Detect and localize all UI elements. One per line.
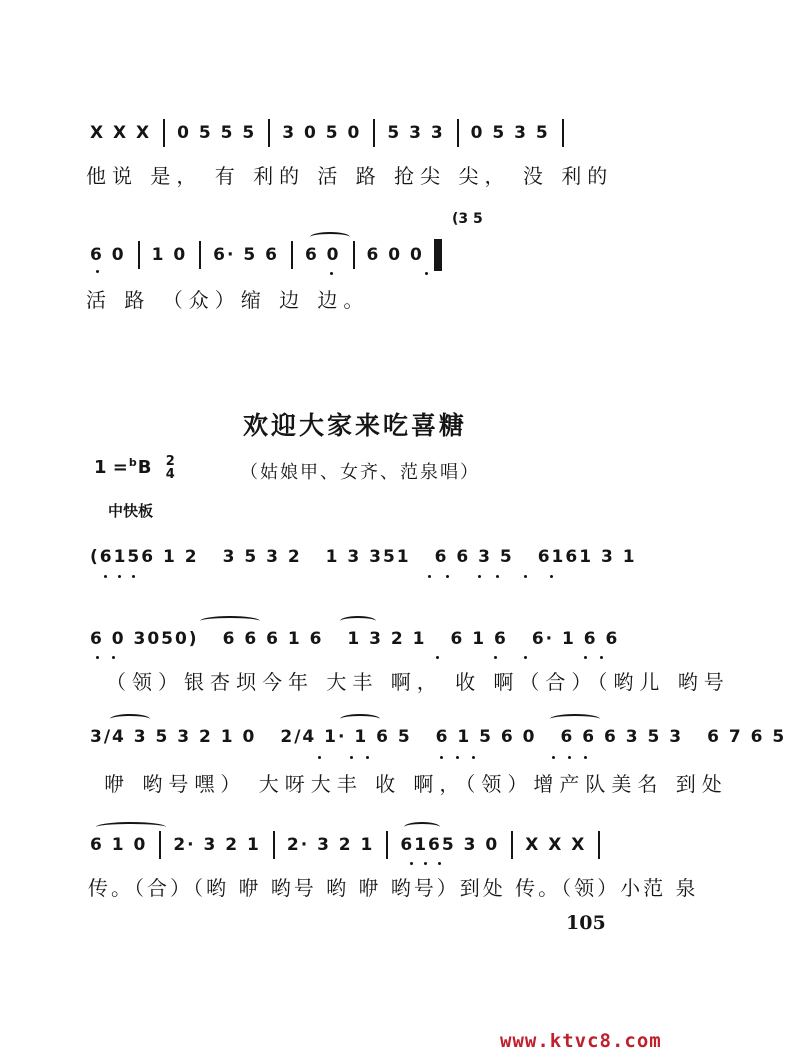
low-octave-dot <box>584 656 587 659</box>
measure: X X X <box>525 835 587 855</box>
staff-line-4 <box>86 830 626 860</box>
measure: 3/4 3 5 3 2 1 0 <box>90 727 257 747</box>
slur <box>200 616 260 626</box>
bar-line <box>457 119 459 147</box>
low-octave-dot <box>366 756 369 759</box>
measure: 6161 3 1 <box>537 547 637 567</box>
low-octave-dot <box>424 862 427 865</box>
notation-line-2 <box>86 240 626 270</box>
measure: 0 5 5 5 <box>177 123 257 143</box>
flat-sign: b <box>128 456 137 469</box>
measure: 2· 3 2 1 <box>286 835 375 855</box>
low-octave-dot <box>132 575 135 578</box>
low-octave-dot <box>318 756 321 759</box>
measure: 6· 5 6 <box>213 245 279 265</box>
time-signature <box>166 455 175 481</box>
low-octave-dot <box>428 575 431 578</box>
low-octave-dot <box>584 756 587 759</box>
measure: X X X <box>90 123 152 143</box>
low-octave-dot <box>600 656 603 659</box>
measure: 6165 3 0 <box>400 835 500 855</box>
bar-line <box>291 241 293 269</box>
staff-line-3 <box>86 722 787 752</box>
measure: 6 1 6 <box>450 629 508 649</box>
bar-line <box>268 119 270 147</box>
bar-line <box>273 831 275 859</box>
slur <box>340 616 376 626</box>
measure: 1 0 <box>151 245 188 265</box>
song-title: 欢迎大家来吃喜糖 <box>242 411 467 440</box>
measure: 3 5 3 2 <box>222 547 302 567</box>
slur <box>550 714 600 724</box>
slur <box>404 822 440 832</box>
key-note: B <box>137 457 152 478</box>
bar-line <box>562 119 564 147</box>
low-octave-dot <box>96 656 99 659</box>
bar-line <box>159 831 161 859</box>
slur <box>110 714 150 724</box>
measure: 6 1 5 6 0 <box>435 727 537 747</box>
low-octave-dot <box>440 756 443 759</box>
measure: 6 0 <box>304 245 341 265</box>
bar-line <box>199 241 201 269</box>
measure: 2· 3 2 1 <box>173 835 261 855</box>
pickup-notes: (3 5 <box>452 211 483 227</box>
low-octave-dot <box>330 272 333 275</box>
measure: 1 3 2 1 <box>347 629 427 649</box>
notation-line-1 <box>86 118 626 148</box>
singers-note: （姑娘甲、女齐、范泉唱） <box>240 462 480 483</box>
time-bottom: 4 <box>165 467 175 482</box>
low-octave-dot <box>104 575 107 578</box>
slur <box>310 232 350 242</box>
low-octave-dot <box>118 575 121 578</box>
measure: 6 7 6 5 <box>707 727 787 747</box>
bar-line <box>386 831 388 859</box>
bar-line <box>373 119 375 147</box>
low-octave-dot <box>436 656 439 659</box>
low-octave-dot <box>472 756 475 759</box>
staff-line-2 <box>86 624 626 654</box>
low-octave-dot <box>96 270 99 273</box>
staff-line-1 <box>86 542 637 572</box>
watermark-text: www.ktvc8.com <box>500 1030 662 1052</box>
time-top: 2 <box>165 454 175 469</box>
tempo-marking: 中快板 <box>108 502 154 520</box>
measure: (6156 1 2 <box>90 547 199 567</box>
low-octave-dot <box>550 575 553 578</box>
low-octave-dot <box>568 756 571 759</box>
measure: 6 0 3050) <box>90 629 199 649</box>
low-octave-dot <box>478 575 481 578</box>
bar-line <box>163 119 165 147</box>
low-octave-dot <box>494 656 497 659</box>
bar-line <box>138 241 140 269</box>
low-octave-dot <box>524 575 527 578</box>
low-octave-dot <box>425 272 428 275</box>
low-octave-dot <box>524 656 527 659</box>
slur <box>96 822 166 832</box>
measure: 5 3 3 <box>387 123 445 143</box>
measure: 6 6 3 5 <box>434 547 514 567</box>
measure: 6 0 <box>90 245 126 265</box>
low-octave-dot <box>456 756 459 759</box>
measure: 2/4 1· 1 6 5 <box>280 727 412 747</box>
measure: 6 1 0 <box>90 835 148 855</box>
measure: 6 6 6 1 6 <box>222 629 324 649</box>
low-octave-dot <box>112 656 115 659</box>
lyric-staff-4: 传。（合）（哟 咿 哟号 哟 咿 哟号）到处 传。（领）小范 泉 <box>88 876 699 900</box>
lyric-staff-3: 咿 哟号嘿） 大呀大丰 收 啊，（领）增产队美名 到处 <box>104 772 728 796</box>
bar-line <box>598 831 600 859</box>
lyric-line-2: 活 路 （众）缩 边 边。 <box>86 288 370 312</box>
slur <box>340 714 380 724</box>
low-octave-dot <box>446 575 449 578</box>
key-prefix: 1 = <box>94 457 128 478</box>
page-number: 105 <box>566 912 606 934</box>
key-signature <box>94 455 175 481</box>
measure: 6· 1 6 6 <box>531 629 620 649</box>
low-octave-dot <box>350 756 353 759</box>
low-octave-dot <box>496 575 499 578</box>
low-octave-dot <box>438 862 441 865</box>
lyric-line-1: 他说 是， 有 利的 活 路 抢尖 尖， 没 利的 <box>86 164 614 188</box>
bar-line <box>511 831 513 859</box>
lyric-staff-2: （领）银杏坝今年 大丰 啊， 收 啊（合）（哟儿 哟号 <box>106 670 730 694</box>
final-bar-line <box>434 239 442 271</box>
measure: 3 0 5 0 <box>282 123 362 143</box>
measure: 6 0 0 <box>366 245 424 265</box>
measure: 1 3 351 <box>325 547 411 567</box>
measure: 0 5 3 5 <box>470 123 550 143</box>
low-octave-dot <box>410 862 413 865</box>
low-octave-dot <box>552 756 555 759</box>
bar-line <box>353 241 355 269</box>
measure: 6 6 6 3 5 3 <box>560 727 684 747</box>
